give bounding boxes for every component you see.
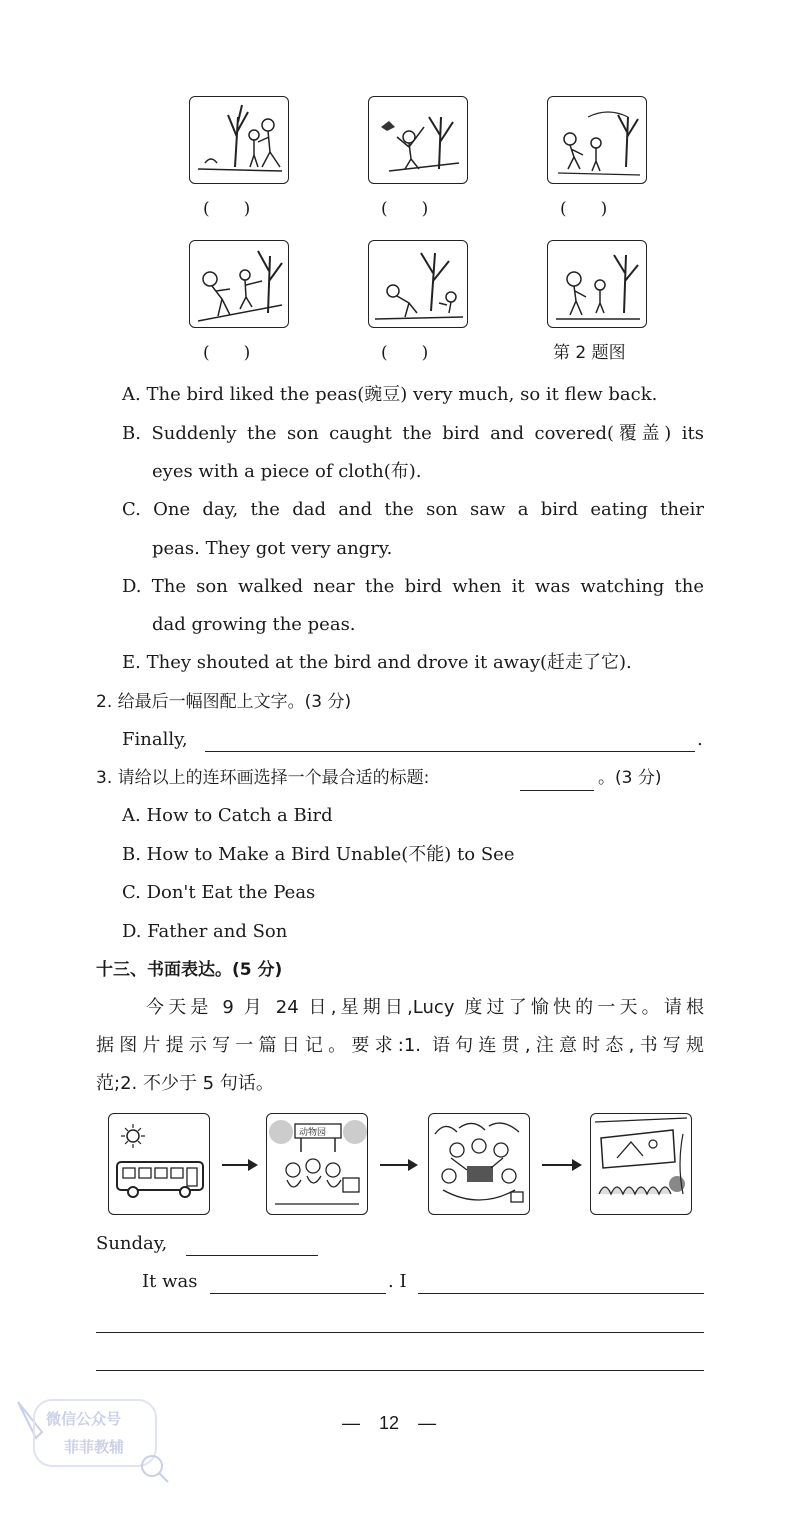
comic-image-4 [190, 241, 288, 327]
writing-line-1[interactable] [96, 1332, 704, 1333]
page-footer [342, 1413, 436, 1434]
q2-answer-line[interactable] [205, 751, 695, 752]
writing-line-2[interactable] [96, 1370, 704, 1371]
q3-option-b: B. How to Make a Bird Unable(不能) to See [122, 844, 515, 865]
comic-panel-4 [189, 240, 289, 328]
footer-dash-left: — [342, 1413, 360, 1433]
comic-panel-1 [189, 96, 289, 184]
section-13-para-2: 据图片提示写一篇日记。要求:1. 语句连贯,注意时态,书写规 [96, 1035, 704, 1056]
comic-image-5 [369, 241, 467, 327]
it-was-label: It was [142, 1271, 198, 1292]
q3-answer-line[interactable] [520, 790, 594, 791]
answer-paren-4[interactable]: ( ) [203, 343, 251, 363]
section-13-para-3: 范;2. 不少于 5 句话。 [96, 1073, 274, 1094]
writing-panel-cinema [590, 1113, 692, 1215]
option-text: The son walked near the bird when it was watching the [151, 576, 704, 597]
option-b [122, 422, 704, 446]
option-text: Suddenly the son caught the bird and covered(覆盖) its [151, 423, 704, 444]
option-c [122, 498, 704, 522]
option-text: They shouted at the bird and drove it away(赶走了它). [146, 652, 632, 673]
comic-panel-6 [547, 240, 647, 328]
answer-paren-1[interactable]: ( ) [203, 199, 251, 219]
option-text: One day, the dad and the son saw a bird eating their [153, 499, 704, 520]
comic-image-6 [548, 241, 646, 327]
q3-option-c: C. Don't Eat the Peas [122, 882, 316, 903]
watermark-line-1: 微信公众号 [46, 1410, 122, 1428]
bus-image [109, 1114, 209, 1214]
answer-paren-5[interactable]: ( ) [381, 343, 429, 363]
comic-panel-2 [368, 96, 468, 184]
q3-option-a: A. How to Catch a Bird [122, 805, 333, 826]
arrow-1 [222, 1164, 256, 1166]
q3-stem: 3. 请给以上的连环画选择一个最合适的标题: [96, 768, 430, 788]
footer-dash-right: — [418, 1413, 437, 1433]
comic-image-3 [548, 97, 646, 183]
option-b-cont: eyes with a piece of cloth(布). [152, 461, 422, 482]
section-13-para-1: 今天是 9 月 24 日,星期日,Lucy 度过了愉快的一天。请根 [146, 997, 704, 1018]
answer-paren-2[interactable]: ( ) [381, 199, 429, 219]
option-a [122, 383, 657, 407]
writing-panel-bus [108, 1113, 210, 1215]
watermark-line-2: 菲菲教辅 [64, 1438, 125, 1456]
section-13-title: 十三、书面表达。(5 分) [96, 960, 283, 980]
option-e [122, 651, 632, 675]
q2-prefix: Finally, [122, 729, 188, 750]
option-text: The bird liked the peas(豌豆) very much, so it flew back. [146, 384, 658, 405]
cinema-image [591, 1114, 691, 1214]
i-label: . I [388, 1271, 407, 1292]
writing-panel-zoo [266, 1113, 368, 1215]
option-label: E. [122, 652, 141, 673]
comic-image-2 [369, 97, 467, 183]
q3-stem-end: 。(3 分) [598, 768, 662, 788]
arrow-2 [380, 1164, 416, 1166]
date-blank[interactable] [186, 1255, 318, 1256]
option-d-cont: dad growing the peas. [152, 614, 356, 635]
option-label: D. [122, 576, 142, 597]
i-blank[interactable] [418, 1293, 704, 1294]
option-label: A. [122, 384, 141, 405]
option-label: C. [122, 499, 141, 520]
answer-paren-3[interactable]: ( ) [560, 199, 608, 219]
q2-period: . [697, 729, 703, 750]
comic-panel-5 [368, 240, 468, 328]
option-c-cont: peas. They got very angry. [152, 538, 393, 559]
option-d [122, 575, 704, 599]
page-number: 12 [379, 1413, 400, 1433]
figure-caption: 第 2 题图 [553, 343, 626, 363]
q2-stem: 2. 给最后一幅图配上文字。(3 分) [96, 692, 352, 712]
sunday-label: Sunday, [96, 1233, 168, 1254]
writing-panel-picnic [428, 1113, 530, 1215]
arrow-3 [542, 1164, 580, 1166]
it-was-blank[interactable] [210, 1293, 386, 1294]
zoo-sign: 动物园 [299, 1128, 327, 1138]
option-label: B. [122, 423, 141, 444]
watermark [12, 1392, 172, 1484]
picnic-image [429, 1114, 529, 1214]
comic-panel-3 [547, 96, 647, 184]
comic-image-1 [190, 97, 288, 183]
q3-option-d: D. Father and Son [122, 921, 288, 942]
sun-icon [127, 1130, 139, 1142]
